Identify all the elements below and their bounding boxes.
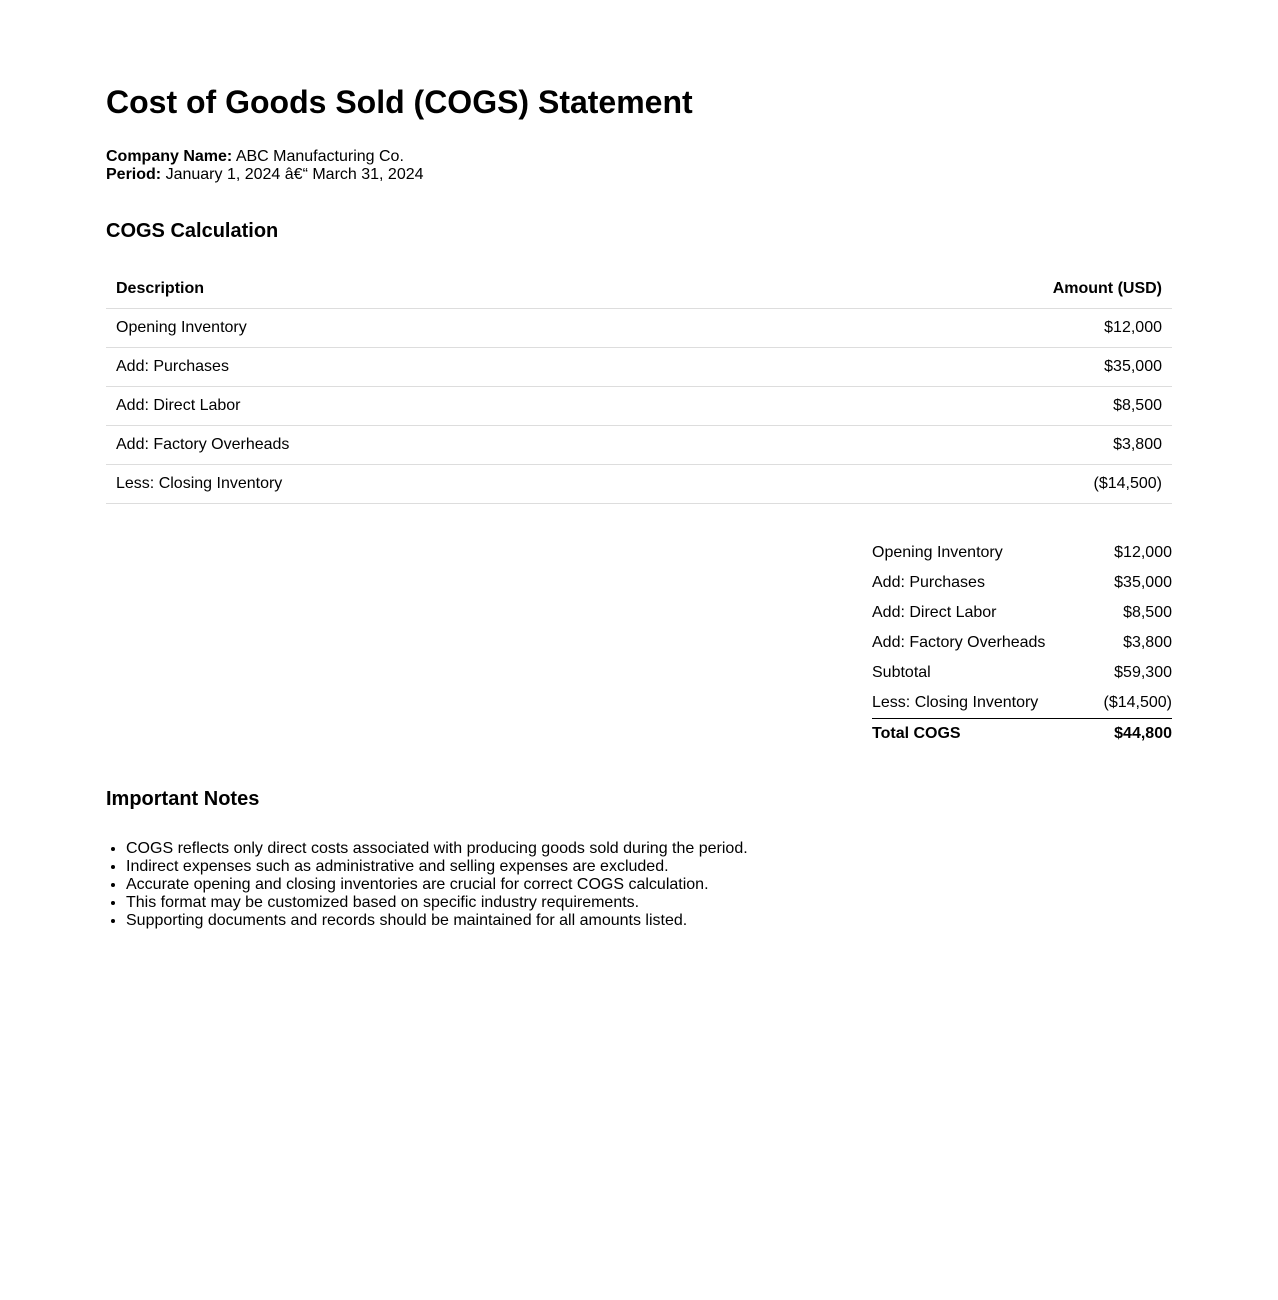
description-header: Description (106, 270, 745, 309)
list-item: • Accurate opening and closing inventories are crucial for correct COGS calculation. (126, 876, 1172, 894)
summary-value: $8,500 (1123, 604, 1172, 621)
table-row (106, 465, 1172, 504)
row-description: Add: Direct Labor (106, 387, 745, 426)
list-item: • Supporting documents and records should be maintained for all amounts listed. (126, 912, 1172, 930)
company-line (106, 148, 1172, 166)
summary-value: ($14,500) (1103, 694, 1172, 711)
summary-row (872, 598, 1172, 628)
table-row (106, 348, 1172, 387)
summary-row (872, 538, 1172, 568)
period-value: January 1, 2024 â€“ March 31, 2024 (165, 166, 424, 183)
row-amount: $3,800 (745, 426, 1172, 465)
summary-value: $12,000 (1114, 544, 1172, 561)
calculation-heading: COGS Calculation (106, 220, 279, 242)
summary-label: Subtotal (872, 664, 931, 681)
row-amount: $12,000 (745, 309, 1172, 348)
summary-label: Add: Purchases (872, 574, 985, 591)
summary-row (872, 568, 1172, 598)
summary-value: $59,300 (1114, 664, 1172, 681)
notes-list (106, 840, 1172, 930)
row-amount: $35,000 (745, 348, 1172, 387)
document-page (106, 0, 1172, 930)
document-meta (106, 148, 1172, 184)
page-title: Cost of Goods Sold (COGS) Statement (106, 84, 693, 120)
row-description: Less: Closing Inventory (106, 465, 745, 504)
summary-subtotal-row (872, 658, 1172, 688)
total-label: Total COGS (872, 725, 961, 742)
summary-value: $3,800 (1123, 634, 1172, 651)
list-item: • COGS reflects only direct costs associated with producing goods sold during the period. (126, 840, 1172, 858)
table-row (106, 309, 1172, 348)
row-description: Opening Inventory (106, 309, 745, 348)
row-amount: ($14,500) (745, 465, 1172, 504)
summary-label: Opening Inventory (872, 544, 1003, 561)
summary-total-row (872, 718, 1172, 749)
table-row (106, 426, 1172, 465)
company-value: ABC Manufacturing Co. (235, 148, 404, 165)
list-item: • Indirect expenses such as administrative and selling expenses are excluded. (126, 858, 1172, 876)
row-description: Add: Factory Overheads (106, 426, 745, 465)
period-label: Period: (106, 166, 162, 183)
table-header-row (106, 270, 1172, 309)
cogs-summary (872, 538, 1172, 749)
row-description: Add: Purchases (106, 348, 745, 387)
summary-label: Add: Factory Overheads (872, 634, 1046, 651)
summary-value: $35,000 (1114, 574, 1172, 591)
amount-header: Amount (USD) (745, 270, 1172, 309)
summary-label: Less: Closing Inventory (872, 694, 1039, 711)
row-amount: $8,500 (745, 387, 1172, 426)
notes-heading: Important Notes (106, 788, 260, 810)
summary-row (872, 688, 1172, 718)
period-line (106, 166, 1172, 184)
table-row (106, 387, 1172, 426)
total-value: $44,800 (1114, 725, 1172, 742)
cogs-table (106, 270, 1172, 504)
list-item: • This format may be customized based on specific industry requirements. (126, 894, 1172, 912)
summary-label: Add: Direct Labor (872, 604, 997, 621)
summary-row (872, 628, 1172, 658)
company-label: Company Name: (106, 148, 233, 165)
